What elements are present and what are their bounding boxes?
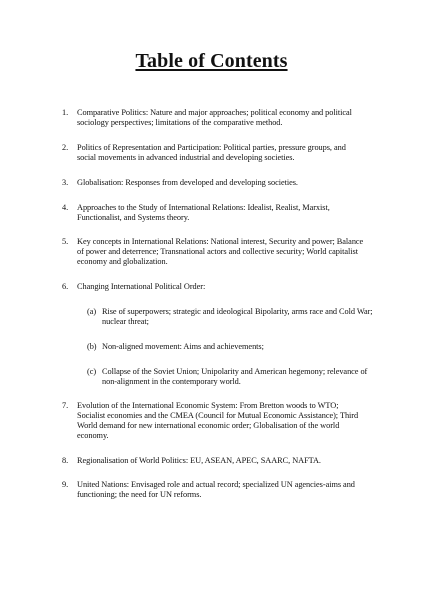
toc-subitem-letter: (b) xyxy=(87,342,97,351)
toc-item-text: Comparative Politics: Nature and major approaches; political economy and political sociology perspectives; limitations of the comparative method. xyxy=(77,108,352,127)
toc-item-number: 8. xyxy=(62,456,69,465)
toc-item-text: Key concepts in International Relations: National interest, Security and power; Balance of power and deterrence; Transnational actors and collective security; World capitalist economy and globalization. xyxy=(77,237,364,266)
toc-item-number: 3. xyxy=(62,178,69,187)
toc-item-number: 4. xyxy=(62,203,69,212)
toc-item-number: 5. xyxy=(62,237,69,246)
toc-item-text: Evolution of the International Economic System: From Bretton woods to WTO; Socialist economies and the CMEA (Council for Mutual Economic Assistance); Third World demand for new international economic order; Globalisation of the world economy. xyxy=(77,401,359,440)
toc-item-number: 6. xyxy=(62,282,69,291)
toc-subitem-text: Collapse of the Soviet Union; Unipolarity and American hegemony; relevance of non-alignment in the contemporary world. xyxy=(102,367,368,386)
toc-item-text: Approaches to the Study of International Relations: Idealist, Realist, Marxist, Functionalist, and Systems theory. xyxy=(77,203,330,222)
toc-subitem-text: Rise of superpowers; strategic and ideological Bipolarity, arms race and Cold War; nuclear threat; xyxy=(102,307,373,326)
toc-subitem-text: Non-aligned movement: Aims and achievements; xyxy=(102,342,264,351)
toc-item-text: Globalisation: Responses from developed and developing societies. xyxy=(77,178,298,187)
toc-item-number: 7. xyxy=(62,401,69,410)
toc-item-text: Changing International Political Order: xyxy=(77,282,206,291)
toc-item-number: 9. xyxy=(62,480,69,489)
toc-subitem-letter: (a) xyxy=(87,307,97,316)
toc-subitem-letter: (c) xyxy=(87,367,97,376)
toc-item-text: Politics of Representation and Participation: Political parties, pressure groups, and social movements in advanced industrial and developing societies. xyxy=(77,143,346,162)
toc-item-number: 1. xyxy=(62,108,69,117)
toc-item-text: United Nations: Envisaged role and actual record; specialized UN agencies-aims and functioning; the need for UN reforms. xyxy=(77,480,355,499)
page-title: Table of Contents xyxy=(135,50,288,72)
toc-item-text: Regionalisation of World Politics: EU, ASEAN, APEC, SAARC, NAFTA. xyxy=(77,456,321,465)
toc-item-number: 2. xyxy=(62,143,69,152)
